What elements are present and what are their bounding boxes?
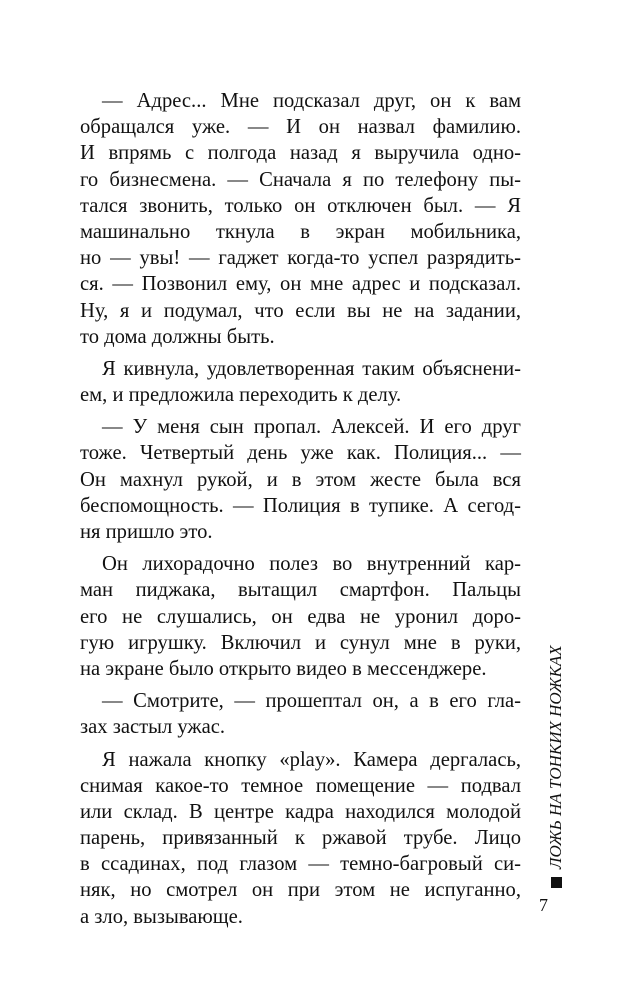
text-line: ман пиджака, вытащил смартфон. Пальцы [80,579,521,602]
text-line: Я нажала кнопку «play». Камера дергалась, [102,748,521,771]
text-line: Ну, я и подумал, что если вы не на задании, [80,299,521,322]
paragraph-4 [80,551,521,682]
text-line: тоже. Четвертый день уже как. Полиция... — [80,442,521,465]
text-line: няк, но смотрел он при этом не испуганно, [80,879,521,902]
text-line: зах застыл ужас. [80,716,226,739]
paragraph-6 [80,747,521,930]
paragraph-1 [80,88,521,350]
text-line: парень, привязанный к ржавой трубе. Лицо [80,827,521,850]
text-line: в ссадинах, под глазом — темно-багровый си- [80,853,521,876]
text-line: Он махнул рукой, и в этом жесте была вся [80,468,521,491]
text-line: беспомощность. — Полиция в тупике. А сегод- [80,494,521,517]
text-line: машинально ткнула в экран мобильника, [80,220,521,243]
text-line: или склад. В центре кадра находился молодой [80,800,521,823]
paragraph-3 [80,414,521,545]
text-line: снимая какое-то темное помещение — подвал [80,774,521,797]
running-head [546,645,566,888]
text-line: — Смотрите, — прошептал он, а в его гла- [102,690,521,713]
text-line: — У меня сын пропал. Алексей. И его друг [102,416,521,439]
text-line: Я кивнула, удовлетворенная таким объяснени- [102,357,521,380]
text-line: его не слушались, он едва не уронил доро- [80,605,521,628]
text-line: И впрямь с полгода назад я выручила одно- [80,142,521,165]
paragraph-2 [80,356,521,408]
text-line: на экране было открыто видео в мессенджере. [80,657,487,680]
text-line: — Адрес... Мне подсказал друг, он к вам [102,90,521,112]
text-line: обращался уже. — И он назвал фамилию. [80,116,521,139]
running-head-title: ЛОЖЬ НА ТОНКИХ НОЖКАХ [546,645,565,869]
text-line: го бизнесмена. — Сначала я по телефону пы- [80,168,521,191]
paragraph-5 [80,688,521,740]
text-line: Он лихорадочно полез во внутренний кар- [102,553,521,576]
text-line: а зло, вызывающе. [80,905,243,928]
text-line: ем, и предложила переходить к делу. [80,384,402,407]
square-bullet-icon [551,877,562,888]
text-line: гую игрушку. Включил и сунул мне в руки, [80,631,521,654]
text-line: но — увы! — гаджет когда-то успел разрядить- [80,247,521,270]
text-line: ся. — Позвонил ему, он мне адрес и подсказал. [80,273,521,296]
text-line: ня пришло это. [80,521,213,543]
text-line: то дома должны быть. [80,325,275,348]
page-number: 7 [539,895,548,915]
text-line: тался звонить, только он отключен был. — Я [80,194,521,217]
body-text [80,88,521,930]
